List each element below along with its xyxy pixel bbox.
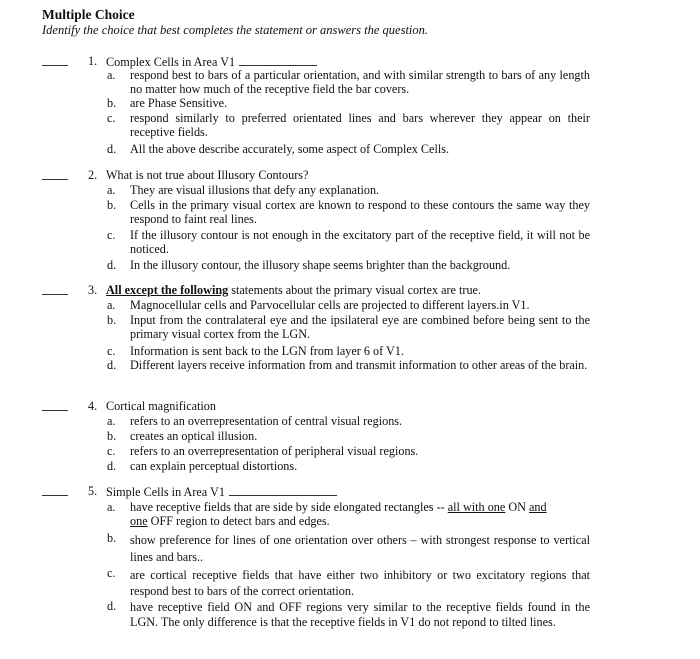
stem-blank-line	[229, 485, 337, 496]
question-stem: Simple Cells in Area V1	[106, 485, 606, 500]
question-stem: What is not true about Illusory Contours?	[106, 168, 309, 182]
section-heading: Multiple Choice	[42, 7, 135, 22]
question-number: 2.	[88, 168, 98, 182]
answer-blank-1[interactable]	[42, 55, 68, 66]
question-number: 5.	[88, 484, 98, 498]
question-number: 1.	[88, 54, 98, 68]
question-stem: All except the following statements about the primary visual cortex are true.	[106, 283, 482, 297]
question-stem: Cortical magnification	[106, 399, 216, 413]
stem-emphasis: All except the following	[106, 283, 229, 297]
instruction-text: Identify the choice that best completes the statement or answers the question.	[42, 23, 429, 37]
question-number: 3.	[88, 283, 98, 297]
question-stem: Complex Cells in Area V1	[106, 55, 606, 70]
answer-blank-2[interactable]	[42, 169, 68, 180]
stem-blank-line	[239, 55, 317, 66]
document-page: Multiple Choice Identify the choice that best completes the statement or answers the question. 1. Complex Cells in Area V1 a. respond best to bars of a particular orientation, and with similar strength to bars of any length no matter how much of the receptive field the bar covers. b. are Phase Sensitive. c. respond similarly to preferred orientated lines and bars wherever they appear on their receptive fields. d. All the above describe accurately, some aspect of Complex Cells. 2. What is not true about Illusory Contours? a. They are visual illusions that defy any explanation. b. Cells in the primary visual cortex are known to respond to these contours the same way they respond to faint real lines. c. If the illusory contour is not enough in the excitatory part of the receptive field, it will not be noticed. d. In the illusory contour, the illusory shape seems brighter than the background. 3. All except the following statements about the primary visual cortex are true. a. Magnocellular cells and Parvocellular cells are projected to different layers.in V1. b. Input from the contralateral eye and the ipsilateral eye are combined before being sent to the primary visual cortex from the LGN. c. Information is sent back to the LGN from layer 6 of V1. d. Different layers receive information from and transmit information to other areas of the brain. 4. Cortical magnification a. refers to an overrepresentation of central visual regions. b. creates an optical illusion. c. refers to an overrepresentation of peripheral visual regions. d. can explain perceptual distortions. 5. Simple Cells in Area V1 a. have receptive fields that are side by side elongated rectangles -- all with one ON and one OFF region to detect bars and edges. b. show preference for lines of one orientation over others – with strongest response to vertical lines and bars.. c. are cortical receptive fields that have either two inhibitory or two excitatory regions that respond best to bars of the correct orientation. d. have receptive field ON and OFF regions very similar to the receptive fields found in the LGN. The only difference is that the receptive fields in V1 do not repond to tilted lines.	[0, 0, 700, 659]
answer-blank-5[interactable]	[42, 485, 68, 496]
answer-blank-3[interactable]	[42, 284, 68, 295]
answer-blank-4[interactable]	[42, 400, 68, 411]
question-number: 4.	[88, 399, 98, 413]
